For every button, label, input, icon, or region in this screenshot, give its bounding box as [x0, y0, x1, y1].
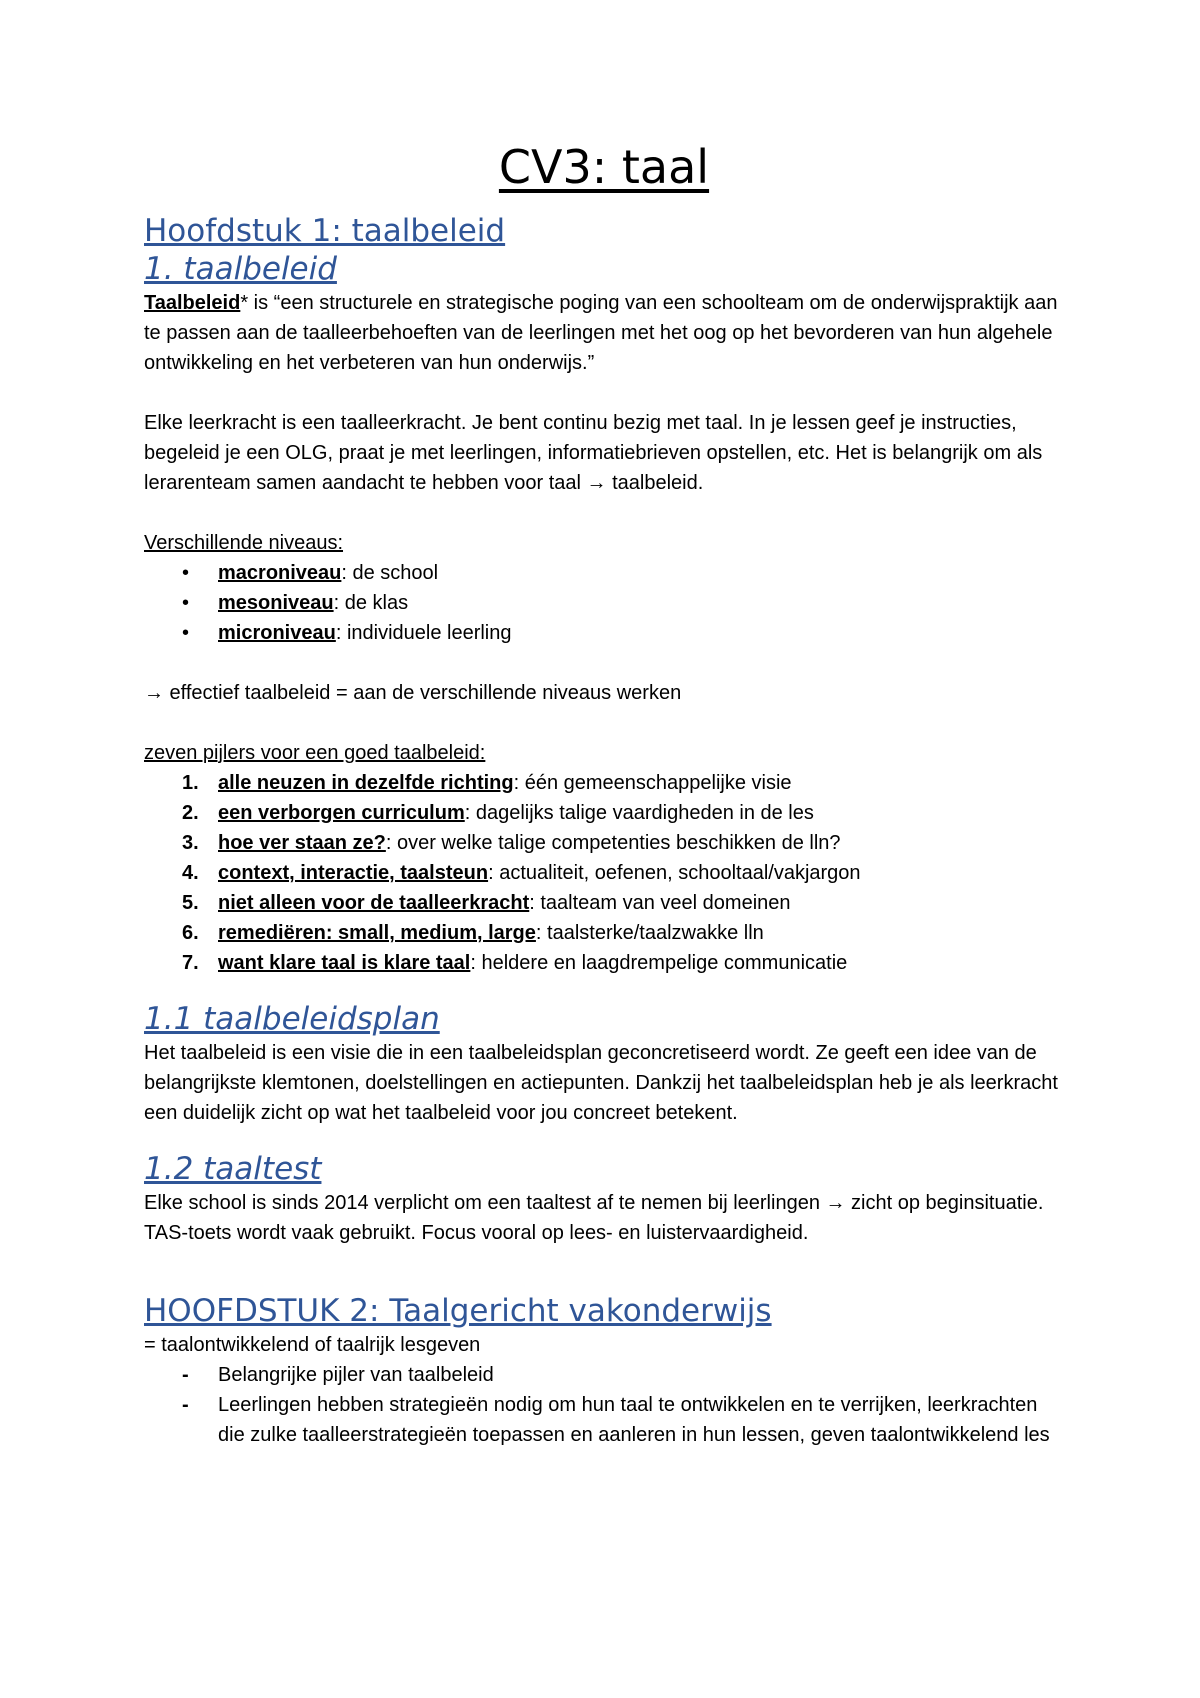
- chapter-2-list: [144, 1360, 1064, 1450]
- arrow-icon: →: [825, 1192, 846, 1214]
- chapter-2-item-text: Leerlingen hebben strategieën nodig om hun taal te ontwikkelen en te verrijken, leerkrachten die zulke taalleerstrategieën toepassen en aanleren in hun lessen, geven taalontwikkelend les: [218, 1394, 1050, 1446]
- list-number: 4.: [182, 862, 199, 884]
- level-text: : de school: [341, 562, 439, 584]
- level-term: macroniveau: [218, 562, 342, 584]
- pillar-term: niet alleen voor de taalleerkracht: [218, 892, 530, 914]
- conclusion-paragraph: [144, 678, 1064, 708]
- list-item: [144, 768, 1064, 798]
- pillar-text: : taalsterke/taalzwakke lln: [535, 922, 764, 944]
- list-item: [144, 618, 1064, 648]
- list-item: [144, 858, 1064, 888]
- chapter-2-intro: = taalontwikkelend of taalrijk lesgeven: [144, 1334, 481, 1356]
- pillar-term: remediëren: small, medium, large: [218, 922, 536, 944]
- level-text: : individuele leerling: [335, 622, 512, 644]
- section-1-2-paragraph: [144, 1188, 1064, 1248]
- level-term: microniveau: [218, 622, 336, 644]
- pillar-text: : één gemeenschappelijke visie: [513, 772, 792, 794]
- document-title: CV3: taal: [498, 140, 710, 194]
- document-content: [144, 140, 1064, 1450]
- list-number: 6.: [182, 922, 199, 944]
- definition-paragraph: [144, 288, 1064, 378]
- list-item: [144, 948, 1064, 978]
- list-number: 3.: [182, 832, 199, 854]
- pillar-term: want klare taal is klare taal: [218, 952, 471, 974]
- bullet-icon: •: [182, 592, 190, 614]
- bullet-icon: •: [182, 562, 190, 584]
- pillars-heading-text: zeven pijlers voor een goed taalbeleid:: [144, 742, 486, 764]
- definition-star: *: [240, 292, 249, 314]
- chapter-2-item-text: Belangrijke pijler van taalbeleid: [218, 1364, 494, 1386]
- conclusion-text: effectief taalbeleid = aan de verschillende niveaus werken: [164, 682, 682, 704]
- pillars-list: [144, 768, 1064, 978]
- chapter-1-heading: Hoofdstuk 1: taalbeleid: [144, 213, 506, 249]
- pillars-heading: [144, 738, 1064, 768]
- list-item: [144, 828, 1064, 858]
- arrow-icon: →: [144, 682, 164, 704]
- level-text: : de klas: [333, 592, 409, 614]
- pillar-text: : over welke talige competenties beschikken de lln?: [385, 832, 841, 854]
- teacher-text: Elke leerkracht is een taalleerkracht. Je bent continu bezig met taal. In je lessen geef je instructies, begeleid je een OLG, praat je met leerlingen, informatiebrieven opstellen, etc. Het is belangrijk om als lerarenteam samen aandacht te hebben voor taal: [144, 412, 1043, 494]
- dash-icon: -: [182, 1364, 189, 1386]
- section-1-1-text: Het taalbeleid is een visie die in een taalbeleidsplan geconcretiseerd wordt. Ze geeft een idee van de belangrijkste klemtonen, doelstellingen en actiepunten. Dankzij het taalbeleidsplan heb je als leerkracht een duidelijk zicht op wat het taalbeleid voor jou concreet betekent.: [144, 1042, 1058, 1124]
- section-1-2-heading: 1.2 taaltest: [144, 1151, 322, 1187]
- pillar-term: context, interactie, taalsteun: [218, 862, 489, 884]
- arrow-icon: →: [586, 472, 607, 494]
- teacher-paragraph: [144, 408, 1064, 498]
- list-number: 5.: [182, 892, 199, 914]
- list-item: [144, 588, 1064, 618]
- list-item: [144, 1360, 1064, 1390]
- pillar-term: een verborgen curriculum: [218, 802, 465, 824]
- pillar-term: hoe ver staan ze?: [218, 832, 386, 854]
- section-1-1-heading: 1.1 taalbeleidsplan: [144, 1001, 440, 1037]
- pillar-text: : dagelijks talige vaardigheden in de les: [464, 802, 814, 824]
- pillar-text: : actualiteit, oefenen, schooltaal/vakjargon: [488, 862, 861, 884]
- bullet-icon: •: [182, 622, 190, 644]
- section-1-2-text-end: zicht op beginsituatie. TAS-toets wordt vaak gebruikt. Focus vooral op lees- en luistervaardigheid.: [144, 1192, 1044, 1244]
- list-item: [144, 558, 1064, 588]
- pillar-text: : heldere en laagdrempelige communicatie: [470, 952, 848, 974]
- list-item: [144, 1390, 1064, 1450]
- definition-term: Taalbeleid: [144, 292, 241, 314]
- teacher-text-end: taalbeleid.: [606, 472, 704, 494]
- pillar-text: : taalteam van veel domeinen: [529, 892, 791, 914]
- section-1-heading: 1. taalbeleid: [144, 251, 337, 287]
- pillar-term: alle neuzen in dezelfde richting: [218, 772, 514, 794]
- list-number: 7.: [182, 952, 199, 974]
- dash-icon: -: [182, 1394, 189, 1416]
- list-number: 1.: [182, 772, 199, 794]
- list-number: 2.: [182, 802, 199, 824]
- list-item: [144, 918, 1064, 948]
- section-1-2-text: Elke school is sinds 2014 verplicht om een taaltest af te nemen bij leerlingen: [144, 1192, 820, 1214]
- levels-heading-text: Verschillende niveaus:: [144, 532, 344, 554]
- definition-text: is “een structurele en strategische poging van een schoolteam om de onderwijspraktijk aan te passen aan de taalleerbehoeften van de leerlingen met het oog op het bevorderen van hun algehele ontwikkeling en het verbeteren van hun onderwijs.”: [144, 292, 1058, 374]
- levels-heading: [144, 528, 1064, 558]
- list-item: [144, 798, 1064, 828]
- level-term: mesoniveau: [218, 592, 334, 614]
- chapter-2-heading: HOOFDSTUK 2: Taalgericht vakonderwijs: [144, 1293, 772, 1329]
- levels-list: [144, 558, 1064, 648]
- list-item: [144, 888, 1064, 918]
